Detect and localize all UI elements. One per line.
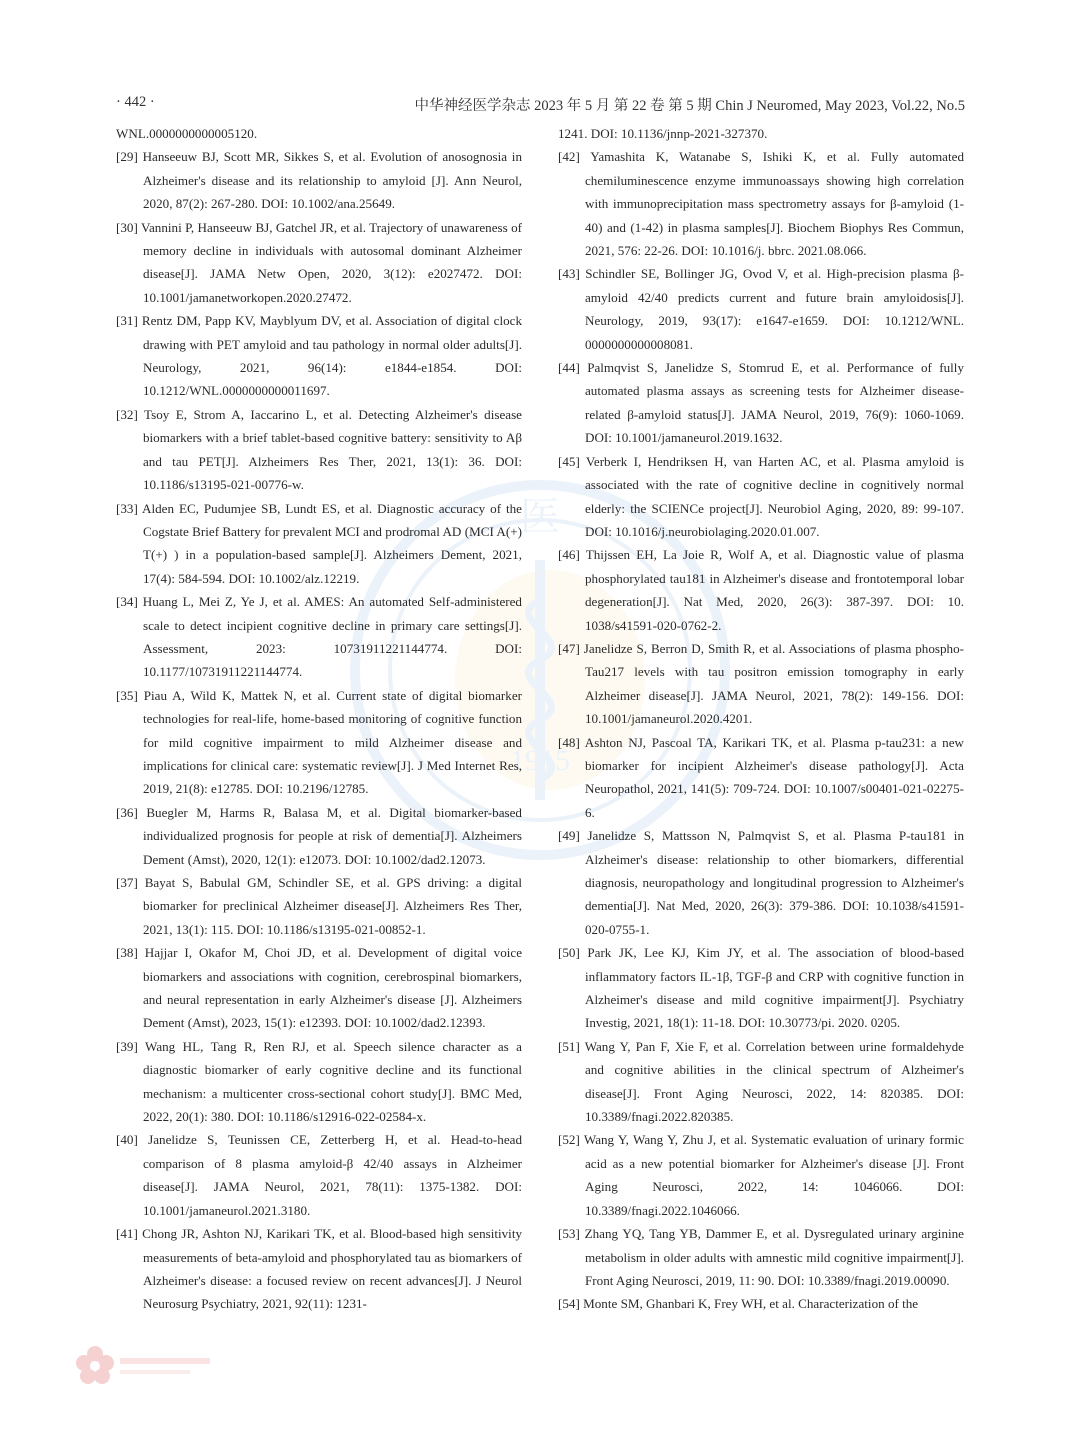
reference-entry	[558, 1128, 964, 1222]
reference-number: [29]	[116, 149, 138, 165]
reference-number: [33]	[116, 500, 138, 516]
reference-entry	[116, 1035, 522, 1129]
reference-number: [35]	[116, 687, 138, 703]
reference-entry	[116, 1128, 522, 1222]
reference-text: Chong JR, Ashton NJ, Karikari TK, et al. Blood-based high sensitivity measurements of beta-amyloid and phosphorylated tau as biomarkers of Alzheimer's disease: a focused review on recent advances[J]. J Neurol Neurosurg Psychiatry, 2021, 92(11): 1231-	[142, 1226, 522, 1312]
reference-text: Janelidze S, Berron D, Smith R, et al. Associations of plasma phospho-Tau217 levels with tau positron emission tomography in early Alzheimer disease[J]. JAMA Neurol, 2021, 78(2): 149-156. DOI: 10.1001/jamaneurol.2020.4201.	[583, 640, 964, 727]
journal-running-title: 中华神经医学杂志 2023 年 5 月 第 22 卷 第 5 期 Chin J Neuromed, May 2023, Vol.22, No.5	[414, 98, 965, 114]
reference-number: [44]	[558, 360, 580, 376]
reference-entry	[558, 262, 964, 356]
page-header	[116, 94, 965, 118]
reference-text: Rentz DM, Papp KV, Mayblyum DV, et al. Association of digital clock drawing with PET amyloid and tau pathology in normal older adults[J]. Neurology, 2021, 96(14): e1844-e1854. DOI: 10.1212/WNL.0000000000011697.	[141, 313, 523, 399]
reference-entry	[116, 941, 522, 1035]
reference-text: Monte SM, Ghanbari K, Frey WH, et al. Characterization of the	[583, 1296, 919, 1312]
reference-entry	[116, 801, 522, 871]
reference-number: [34]	[116, 594, 138, 610]
reference-entry	[558, 145, 964, 262]
reference-number: [41]	[116, 1226, 138, 1242]
reference-text: Tsoy E, Strom A, Iaccarino L, et al. Detecting Alzheimer's disease biomarkers with a brief tablet-based cognitive battery: sensitivity to Aβ and tau PET[J]. Alzheimers Res Ther, 2021, 13(1): 36. DOI: 10.1186/s13195-021-00776-w.	[143, 406, 522, 493]
page-number: · 442 ·	[116, 94, 155, 110]
reference-number: [43]	[558, 266, 580, 282]
reference-number: [51]	[558, 1038, 580, 1054]
reference-number: [48]	[558, 734, 580, 750]
reference-text: Janelidze S, Teunissen CE, Zetterberg H, et al. Head-to-head comparison of 8 plasma amyloid-β 42/40 assays in Alzheimer disease[J]. JAMA Neurol, 2021, 78(11): 1375-1382. DOI: 10.1001/jamaneurol.2021.3180.	[143, 1132, 522, 1218]
reference-text: Wang Y, Wang Y, Zhu J, et al. Systematic evaluation of urinary formic acid as a new potential biomarker for Alzheimer's disease [J]. Front Aging Neurosci, 2022, 14: 1046066. DOI: 10.3389/fnagi.2022.1046066.	[583, 1132, 964, 1218]
reference-number: [49]	[558, 828, 580, 844]
reference-entry	[116, 684, 522, 801]
reference-number: [31]	[116, 313, 138, 329]
reference-text: Wang Y, Pan F, Xie F, et al. Correlation between urine formaldehyde and cognitive abilities in the clinical spectrum of Alzheimer's disease[J]. Front Aging Neurosci, 2022, 14: 820385. DOI: 10.3389/fnagi.2022.820385.	[584, 1038, 964, 1125]
reference-entry	[558, 637, 964, 731]
reference-number: [40]	[116, 1132, 138, 1148]
reference-text: Bayat S, Babulal GM, Schindler SE, et al. GPS driving: a digital biomarker for preclinical Alzheimer disease[J]. Alzheimers Res Ther, 2021, 13(1): 115. DOI: 10.1186/s13195-021-00852-1.	[143, 875, 522, 937]
reference-number: [37]	[116, 875, 138, 890]
watermark-year: 1915	[510, 744, 570, 777]
reference-text: Zhang YQ, Tang YB, Dammer E, et al. Dysregulated urinary arginine metabolism in older adults with amnestic mild cognitive impairment[J]. Front Aging Neurosci, 2019, 11: 90. DOI: 10.3389/fnagi.2019.00090.	[584, 1226, 964, 1288]
reference-entry	[116, 497, 522, 591]
reference-number: [45]	[558, 453, 580, 469]
reference-entry	[116, 871, 522, 941]
reference-number: [30]	[116, 219, 138, 235]
watermark-glyph: 医	[520, 494, 560, 539]
reference-number: [47]	[558, 640, 580, 656]
reference-text: Hajjar I, Okafor M, Choi JD, et al. Development of digital voice biomarkers and associations with cognition, cerebrospinal biomarkers, and neural representation in early Alzheimer's disease [J]. Alzheimers Dement (Amst), 2023, 15(1): e12393. DOI: 10.1002/dad2.12393.	[143, 945, 523, 1031]
reference-entry	[558, 824, 964, 941]
reference-text: Vannini P, Hanseeuw BJ, Gatchel JR, et al. Trajectory of unawareness of memory decline in individuals with autosomal dominant Alzheimer disease[J]. JAMA Netw Open, 2020, 3(12): e2027472. DOI: 10.1001/jamanetworkopen.2020.27472.	[140, 219, 522, 305]
reference-number: [50]	[558, 945, 580, 961]
reference-text: Piau A, Wild K, Mattek N, et al. Current state of digital biomarker technologies for real-life, home-based monitoring of cognitive function for mild cognitive impairment to mild Alzheimer disease and implications for clinical care: systematic review[J]. J Med Internet Res, 2019, 21(8): e12785. DOI: 10.2196/12785.	[143, 687, 522, 797]
reference-continuation: 1241. DOI: 10.1136/jnnp-2021-327370.	[558, 126, 768, 141]
reference-number: [42]	[558, 149, 580, 165]
reference-entry	[558, 543, 964, 637]
flower-logo-icon	[70, 1340, 220, 1390]
reference-continuation: WNL.0000000000005120.	[116, 126, 258, 141]
reference-text: Verberk I, Hendriksen H, van Harten AC, et al. Plasma amyloid is associated with the rate of cognitive decline in cognitively normal elderly: the SCIENCe project[J]. Neurobiol Aging, 2020, 89: 99-107. DOI: 10.1016/j.neurobiolaging.2020.01.007.	[585, 453, 964, 539]
reference-text: Hanseeuw BJ, Scott MR, Sikkes S, et al. Evolution of anosognosia in Alzheimer's disease and its relationship to amyloid [J]. Ann Neurol, 2020, 87(2): 267-280. DOI: 10.1002/ana.25649.	[142, 149, 522, 212]
reference-number: [54]	[558, 1296, 580, 1312]
reference-text: Buegler M, Harms R, Balasa M, et al. Digital biomarker-based individualized prognosis for people at risk of dementia[J]. Alzheimers Dement (Amst), 2020, 12(1): e12073. DOI: 10.1002/dad2.12073.	[143, 804, 522, 867]
reference-number: [39]	[116, 1038, 138, 1054]
reference-entry	[558, 356, 964, 450]
reference-entry	[558, 731, 964, 825]
reference-number: [36]	[116, 804, 138, 820]
reference-entry	[558, 941, 964, 1035]
reference-text: Park JK, Lee KJ, Kim JY, et al. The association of blood-based inflammatory factors IL-1β, TGF-β and CRP with cognitive function in Alzheimer's disease and mild cognitive impairment[J]. Psychiatry Investig, 2021, 18(1): 11-18. DOI: 10.30773/pi. 2020. 0205.	[585, 945, 964, 1031]
reference-number: [38]	[116, 945, 138, 961]
reference-entry	[558, 1035, 964, 1129]
reference-text: Alden EC, Pudumjee SB, Lundt ES, et al. Diagnostic accuracy of the Cogstate Brief Battery for prevalent MCI and prodromal AD (MCI A(+) T(+) ) in a population-based sample[J]. Alzheimers Dement, 2021, 17(4): 584-594. DOI: 10.1002/alz.12219.	[142, 500, 522, 586]
references-right-column	[558, 122, 964, 1316]
reference-text: Janelidze S, Mattsson N, Palmqvist S, et al. Plasma P-tau181 in Alzheimer's disease: relationship to other biomarkers, differential diagnosis, neuropathology and longitudinal progression to Alzheimer's dementia[J]. Nat Med, 2020, 26(3): 379-386. DOI: 10.1038/s41591-020-0755-1.	[585, 828, 964, 937]
reference-entry	[558, 450, 964, 544]
reference-entry	[116, 403, 522, 497]
reference-entry	[558, 1292, 964, 1315]
reference-entry	[558, 1222, 964, 1292]
reference-text: Wang HL, Tang R, Ren RJ, et al. Speech silence character as a diagnostic biomarker of early cognitive decline and its functional mechanism: a multicenter cross-sectional cohort study[J]. BMC Med, 2022, 20(1): 380. DOI: 10.1186/s12916-022-02584-x.	[143, 1038, 522, 1125]
reference-text: Thijssen EH, La Joie R, Wolf A, et al. Diagnostic value of plasma phosphorylated tau181 in Alzheimer's disease and frontotemporal lobar degeneration[J]. Nat Med, 2020, 26(3): 387-397. DOI: 10. 1038/s41591-020-0762-2.	[585, 547, 964, 633]
reference-text: Yamashita K, Watanabe S, Ishiki K, et al. Fully automated chemiluminescence enzyme immunoassays showing high correlation with immunoprecipitation mass spectrometry assays for β-amyloid (1-40) and (1-42) in plasma samples[J]. Biochem Biophys Res Commun, 2021, 576: 22-26. DOI: 10.1016/j. bbrc. 2021.08.066.	[585, 149, 964, 259]
reference-text: Palmqvist S, Janelidze S, Stomrud E, et al. Performance of fully automated plasma assays as screening tests for Alzheimer disease-related β-amyloid status[J]. JAMA Neurol, 2019, 76(9): 1060-1069. DOI: 10.1001/jamaneurol.2019.1632.	[585, 360, 964, 446]
reference-entry	[116, 216, 522, 310]
reference-entry	[116, 1222, 522, 1316]
reference-entry	[116, 309, 522, 403]
references-left-column	[116, 122, 522, 1316]
reference-number: [32]	[116, 406, 138, 422]
reference-entry	[116, 145, 522, 215]
reference-entry	[116, 590, 522, 684]
reference-text: Ashton NJ, Pascoal TA, Karikari TK, et al. Plasma p-tau231: a new biomarker for incipient Alzheimer's disease pathology[J]. Acta Neuropathol, 2021, 141(5): 709-724. DOI: 10.1007/s00401-021-02275-6.	[584, 734, 964, 820]
reference-text: Huang L, Mei Z, Ye J, et al. AMES: An automated Self-administered scale to detect incipient cognitive decline in primary care settings[J]. Assessment, 2023: 10731911221144774. DOI: 10.1177/10731911221144774.	[142, 594, 522, 680]
reference-text: Schindler SE, Bollinger JG, Ovod V, et al. High-precision plasma β-amyloid 42/40 predicts current and future brain amyloidosis[J]. Neurology, 2019, 93(17): e1647-e1659. DOI: 10.1212/WNL. 0000000000008081.	[585, 266, 964, 352]
reference-number: [46]	[558, 547, 580, 563]
reference-number: [52]	[558, 1132, 580, 1148]
reference-number: [53]	[558, 1226, 580, 1242]
